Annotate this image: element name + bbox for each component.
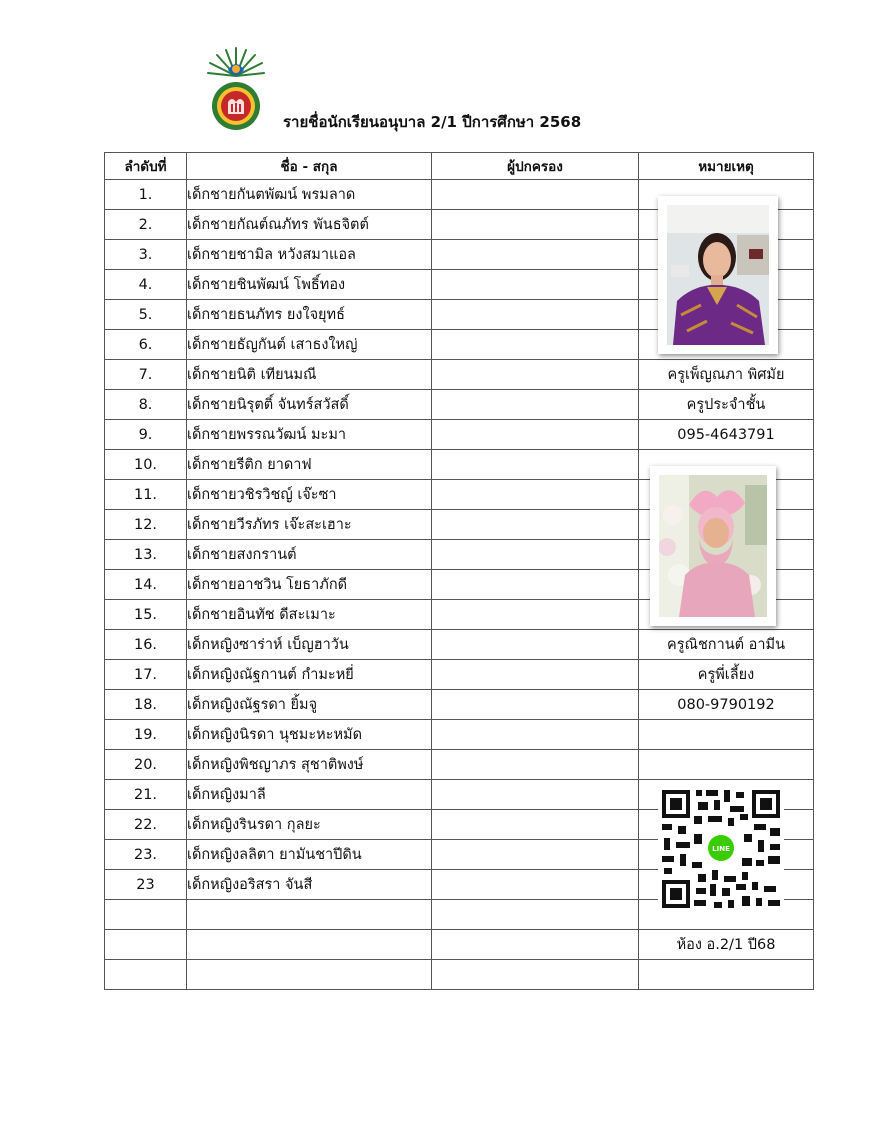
guardian-cell <box>432 690 639 720</box>
table-row <box>105 750 814 780</box>
remark-cell: ครูณิชกานต์ อามีน <box>639 630 814 660</box>
row-number: 16. <box>105 630 187 660</box>
table-row <box>105 390 814 420</box>
guardian-cell <box>432 450 639 480</box>
remark-cell: ห้อง อ.2/1 ปี68 <box>639 930 814 960</box>
row-number: 22. <box>105 810 187 840</box>
guardian-cell <box>432 270 639 300</box>
remark-cell: 095-4643791 <box>639 420 814 450</box>
student-name <box>187 960 432 990</box>
guardian-cell <box>432 720 639 750</box>
guardian-cell <box>432 600 639 630</box>
remark-cell: ครูประจำชั้น <box>639 390 814 420</box>
student-name: เด็กหญิงซาร่าห์ เบ็ญฮาวัน <box>187 630 432 660</box>
remark-cell: ครูเพ็ญณภา พิศมัย <box>639 360 814 390</box>
row-number: 10. <box>105 450 187 480</box>
row-number: 6. <box>105 330 187 360</box>
line-qr-code-icon <box>658 784 784 912</box>
school-logo-icon <box>206 46 266 134</box>
row-number: 1. <box>105 180 187 210</box>
row-number <box>105 960 187 990</box>
table-row <box>105 720 814 750</box>
row-number: 8. <box>105 390 187 420</box>
guardian-cell <box>432 300 639 330</box>
table-row <box>105 630 814 660</box>
guardian-cell <box>432 390 639 420</box>
student-name: เด็กชายนิรุตติ์ จันทร์สวัสดิ์ <box>187 390 432 420</box>
row-number: 9. <box>105 420 187 450</box>
guardian-cell <box>432 330 639 360</box>
row-number: 15. <box>105 600 187 630</box>
guardian-cell <box>432 960 639 990</box>
page-title: รายชื่อนักเรียนอนุบาล 2/1 ปีการศึกษา 2568 <box>283 113 582 131</box>
row-number: 19. <box>105 720 187 750</box>
guardian-cell <box>432 810 639 840</box>
table-row <box>105 930 814 960</box>
student-name: เด็กหญิงณัฐกานต์ กำมะหยี่ <box>187 660 432 690</box>
guardian-cell <box>432 480 639 510</box>
student-name: เด็กชายนิติ เทียนมณี <box>187 360 432 390</box>
guardian-cell <box>432 510 639 540</box>
row-number: 2. <box>105 210 187 240</box>
guardian-cell <box>432 570 639 600</box>
row-number: 7. <box>105 360 187 390</box>
assistant-teacher-photo <box>650 466 776 626</box>
student-name: เด็กชายอาชวิน โยธาภักดี <box>187 570 432 600</box>
table-row <box>105 360 814 390</box>
guardian-cell <box>432 240 639 270</box>
row-number: 21. <box>105 780 187 810</box>
table-header-row <box>105 153 814 180</box>
header-remark: หมายเหตุ <box>639 153 814 180</box>
guardian-cell <box>432 540 639 570</box>
guardian-cell <box>432 840 639 870</box>
remark-cell: ครูพี่เลี้ยง <box>639 660 814 690</box>
row-number <box>105 930 187 960</box>
row-number: 18. <box>105 690 187 720</box>
row-number <box>105 900 187 930</box>
row-number: 11. <box>105 480 187 510</box>
student-name: เด็กชายชามิล หวังสมาแอล <box>187 240 432 270</box>
header-name: ชื่อ - สกุล <box>187 153 432 180</box>
row-number: 23 <box>105 870 187 900</box>
line-badge-label: LINE <box>712 845 730 853</box>
remark-cell <box>639 960 814 990</box>
teacher-portrait-icon <box>667 205 769 345</box>
guardian-cell <box>432 180 639 210</box>
table-row <box>105 960 814 990</box>
row-number: 13. <box>105 540 187 570</box>
remark-cell <box>639 750 814 780</box>
student-name <box>187 900 432 930</box>
header-no: ลำดับที่ <box>105 153 187 180</box>
teacher-portrait-icon <box>659 475 767 617</box>
student-name: เด็กหญิงรินรดา กุลยะ <box>187 810 432 840</box>
student-name: เด็กหญิงพิชญาภร สุชาติพงษ์ <box>187 750 432 780</box>
homeroom-teacher-photo <box>658 196 778 354</box>
guardian-cell <box>432 750 639 780</box>
row-number: 3. <box>105 240 187 270</box>
guardian-cell <box>432 930 639 960</box>
remark-cell: 080-9790192 <box>639 690 814 720</box>
student-name: เด็กหญิงลลิตา ยามันชาปีดิน <box>187 840 432 870</box>
row-number: 5. <box>105 300 187 330</box>
guardian-cell <box>432 660 639 690</box>
table-row <box>105 420 814 450</box>
student-name: เด็กชายวีรภัทร เจ๊ะสะเฮาะ <box>187 510 432 540</box>
student-name <box>187 930 432 960</box>
guardian-cell <box>432 210 639 240</box>
student-name: เด็กชายสงกรานต์ <box>187 540 432 570</box>
row-number: 12. <box>105 510 187 540</box>
table-row <box>105 660 814 690</box>
remark-cell <box>639 720 814 750</box>
student-name: เด็กหญิงนิรดา นุชมะหะหมัด <box>187 720 432 750</box>
student-name: เด็กหญิงอริสรา จันสี <box>187 870 432 900</box>
student-name: เด็กชายกันตพัฒน์ พรมลาด <box>187 180 432 210</box>
student-name: เด็กชายธนภัทร ยงใจยุทธ์ <box>187 300 432 330</box>
row-number: 14. <box>105 570 187 600</box>
student-name: เด็กชายวชิรวิชญ์ เจ๊ะซา <box>187 480 432 510</box>
guardian-cell <box>432 420 639 450</box>
student-name: เด็กหญิงณัฐรดา ยิ้มจู <box>187 690 432 720</box>
student-name: เด็กชายกัณต์ณภัทร พันธจิตต์ <box>187 210 432 240</box>
student-name: เด็กหญิงมาลี <box>187 780 432 810</box>
table-row <box>105 690 814 720</box>
guardian-cell <box>432 870 639 900</box>
header-guardian: ผู้ปกครอง <box>432 153 639 180</box>
student-name: เด็กชายชินพัฒน์ โพธิ์ทอง <box>187 270 432 300</box>
row-number: 4. <box>105 270 187 300</box>
guardian-cell <box>432 900 639 930</box>
student-name: เด็กชายอินทัช ดีสะเมาะ <box>187 600 432 630</box>
row-number: 20. <box>105 750 187 780</box>
student-name: เด็กชายรีติก ยาดาฟ <box>187 450 432 480</box>
student-name: เด็กชายพรรณวัฒน์ มะมา <box>187 420 432 450</box>
row-number: 17. <box>105 660 187 690</box>
guardian-cell <box>432 360 639 390</box>
guardian-cell <box>432 630 639 660</box>
row-number: 23. <box>105 840 187 870</box>
guardian-cell <box>432 780 639 810</box>
student-name: เด็กชายธัญกันต์ เสาธงใหญ่ <box>187 330 432 360</box>
